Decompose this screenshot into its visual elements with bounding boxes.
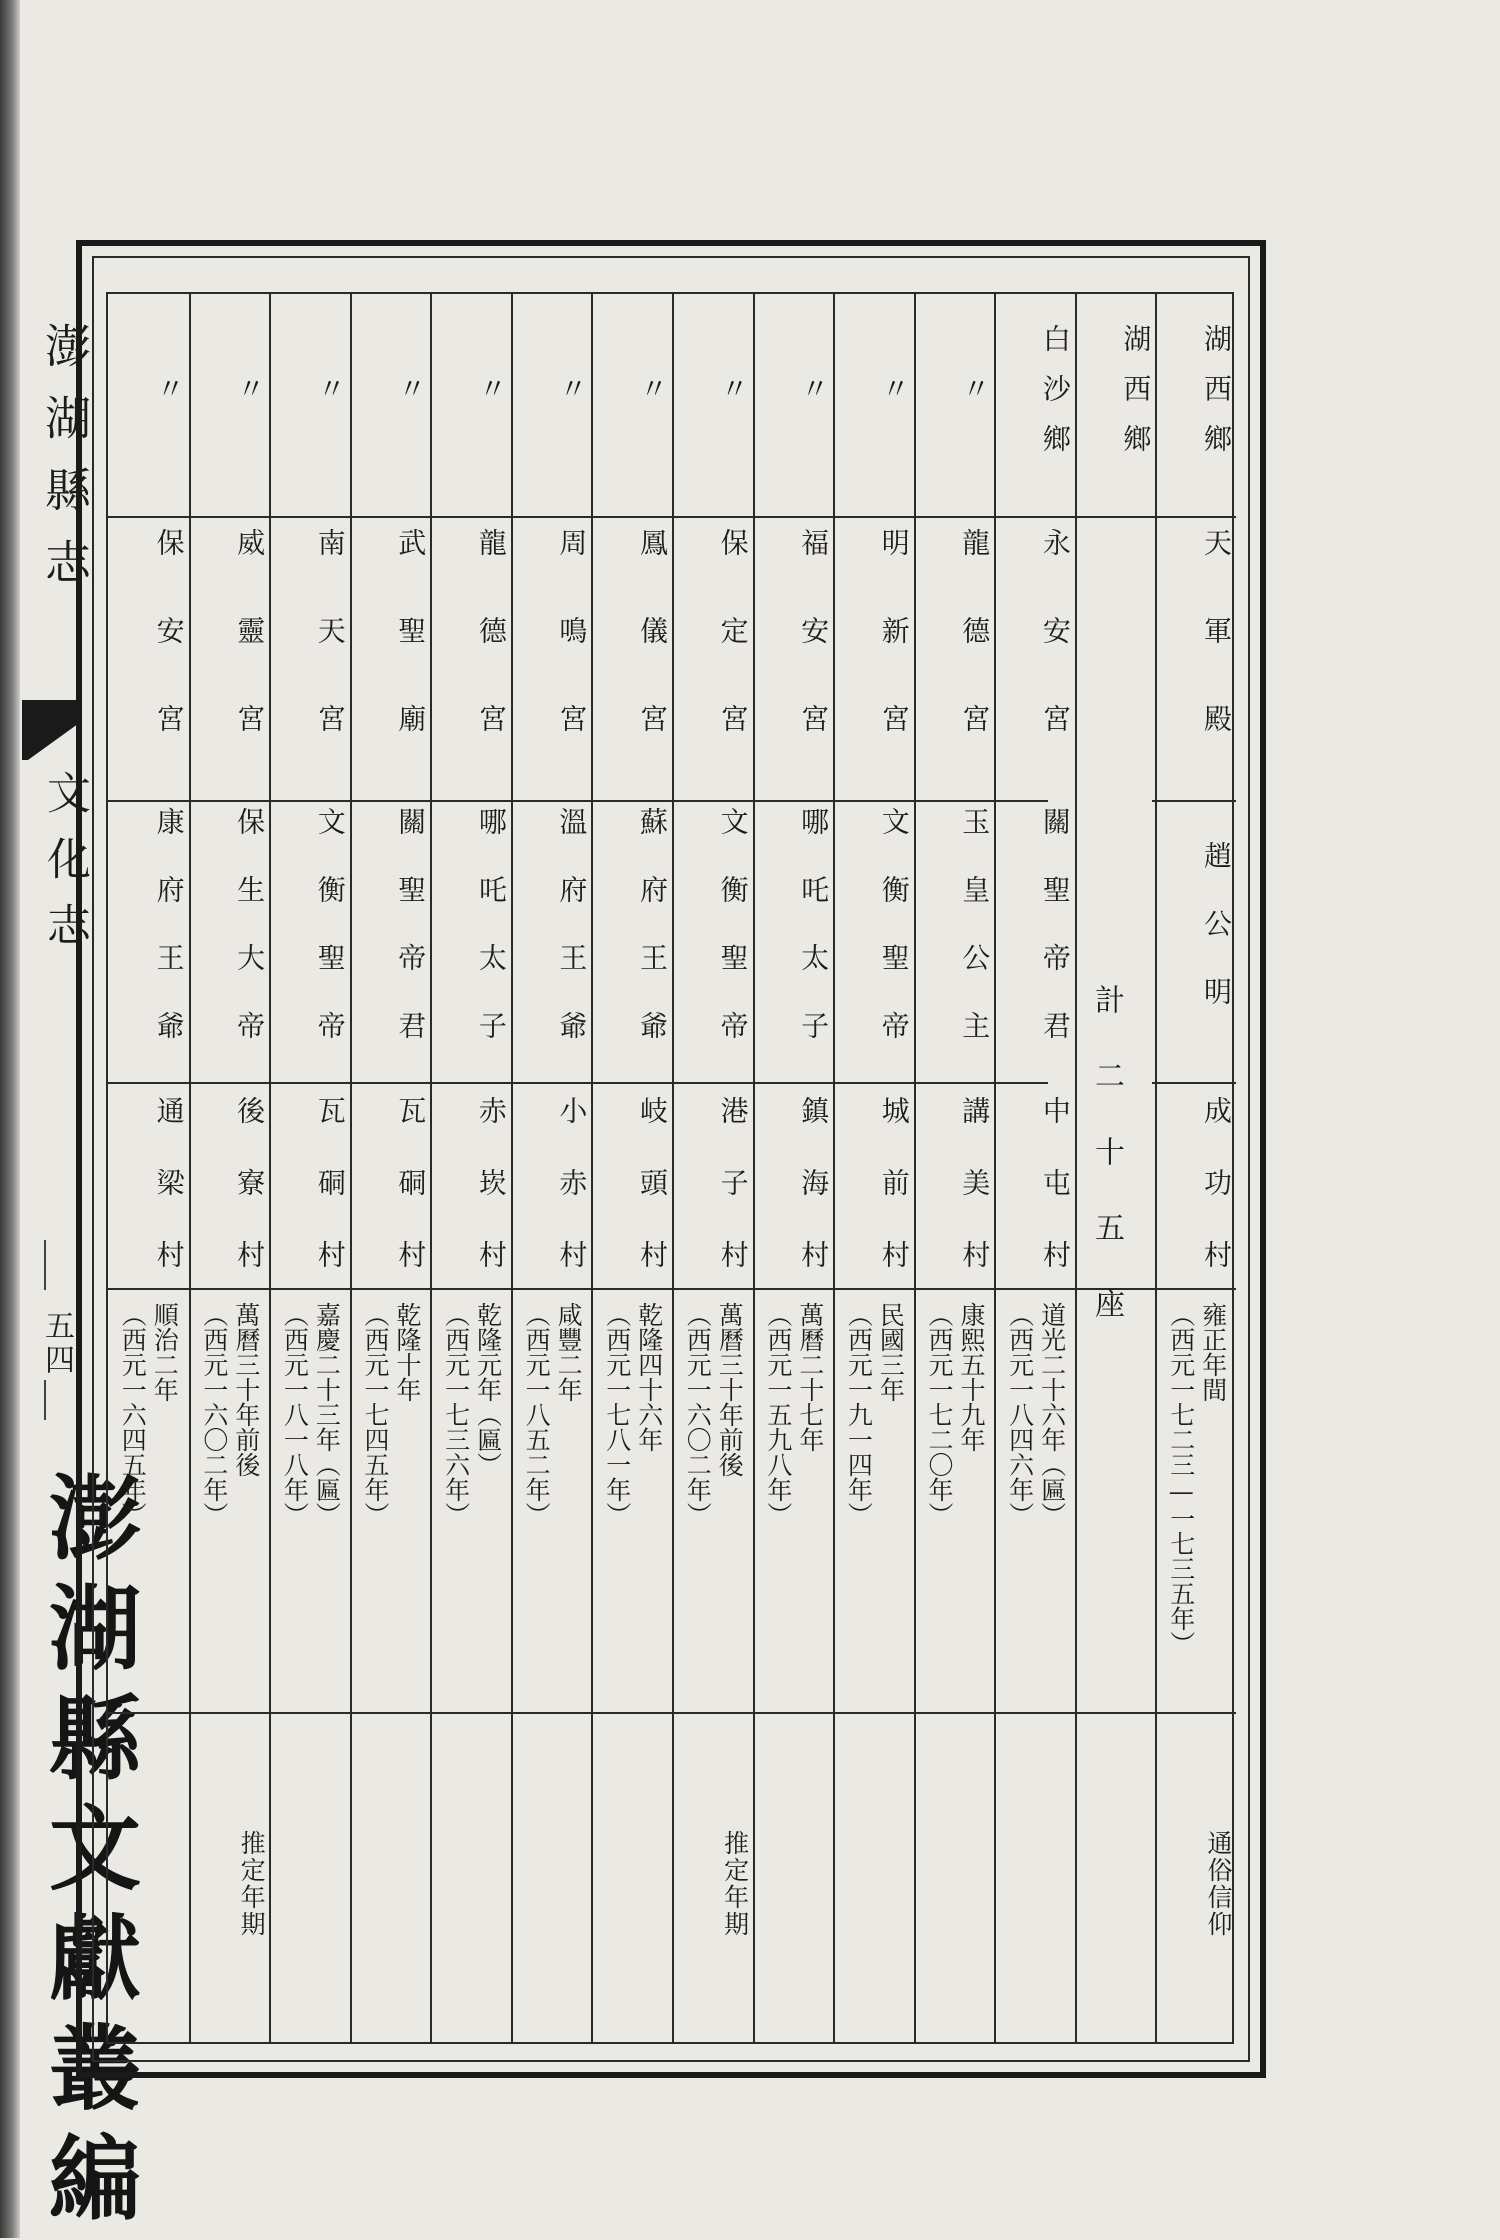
table-column bbox=[430, 294, 511, 2042]
founding-year-line: 萬曆三十年前後 bbox=[715, 1302, 745, 1477]
cell-note: 推定年期 bbox=[720, 1830, 750, 1938]
margin-section-title: 文化志 bbox=[39, 770, 90, 968]
row-divider-year bbox=[108, 1712, 1236, 1714]
cell-township: 〃 bbox=[474, 374, 508, 424]
cell-founding-year bbox=[108, 1302, 189, 1722]
table-column bbox=[994, 294, 1075, 2042]
founding-year-line: 民國三年 bbox=[876, 1302, 906, 1402]
cell-note bbox=[916, 1734, 995, 2034]
cell-note bbox=[271, 1734, 350, 2034]
founding-year-line: （西元一六〇二年） bbox=[199, 1302, 229, 1527]
cell-village: 小赤村 bbox=[555, 1096, 589, 1312]
cell-founding-year bbox=[352, 1302, 431, 1722]
founding-year-line: 乾隆十年 bbox=[392, 1302, 422, 1402]
cell-deity: 關聖帝君 bbox=[394, 807, 428, 1079]
cell-village: 中屯村 bbox=[1038, 1096, 1072, 1312]
founding-year-line: （西元一七三六年） bbox=[441, 1302, 471, 1527]
page-number: 五四 bbox=[39, 1310, 74, 1378]
cell-village: 講美村 bbox=[958, 1096, 992, 1312]
cell-temple-name: 保定宮 bbox=[716, 528, 750, 792]
cell-village: 瓦硐村 bbox=[313, 1096, 347, 1312]
cell-temple-name: 龍德宮 bbox=[474, 528, 508, 792]
cell-deity: 玉皇公主 bbox=[958, 807, 992, 1079]
cell-deity: 文衡聖帝 bbox=[313, 807, 347, 1079]
founding-year-line: （西元一九一四年） bbox=[844, 1302, 874, 1527]
founding-year-line: （西元一八一八年） bbox=[280, 1302, 310, 1527]
cell-village: 通梁村 bbox=[152, 1096, 186, 1312]
cell-founding-year bbox=[835, 1302, 914, 1722]
cell-village: 赤崁村 bbox=[474, 1096, 508, 1312]
founding-year-line: 萬曆二十七年 bbox=[795, 1302, 825, 1452]
founding-year-line: 乾隆四十六年 bbox=[634, 1302, 664, 1452]
table-column bbox=[511, 294, 592, 2042]
cell-deity: 哪吒太子 bbox=[797, 807, 831, 1079]
founding-year-line: （西元一五九八年） bbox=[763, 1302, 793, 1527]
margin-book-title: 澎湖縣志 bbox=[38, 322, 92, 610]
cell-note bbox=[1077, 1734, 1156, 2034]
founding-year-line: 萬曆三十年前後 bbox=[231, 1302, 261, 1477]
cell-deity: 趙公明 bbox=[1199, 841, 1233, 1045]
cell-founding-year bbox=[916, 1302, 995, 1722]
cell-township: 湖西鄉 bbox=[1199, 324, 1233, 474]
cell-temple-name: 周鳴宮 bbox=[555, 528, 589, 792]
cell-founding-year bbox=[271, 1302, 350, 1722]
cell-note bbox=[513, 1734, 592, 2034]
cell-note bbox=[835, 1734, 914, 2034]
founding-year-line: 順治二年 bbox=[150, 1302, 180, 1402]
cell-deity: 文衡聖帝 bbox=[716, 807, 750, 1079]
cell-note: 通俗信仰 bbox=[1203, 1830, 1233, 1938]
cell-township: 〃 bbox=[394, 374, 428, 424]
cell-temple-name: 南天宮 bbox=[313, 528, 347, 792]
cell-township: 〃 bbox=[313, 374, 347, 424]
cell-temple-name: 威靈宮 bbox=[233, 528, 267, 792]
table-column bbox=[189, 294, 270, 2042]
cell-village: 瓦硐村 bbox=[394, 1096, 428, 1312]
cell-village: 岐頭村 bbox=[635, 1096, 669, 1312]
founding-year-line: （西元一七四五年） bbox=[360, 1302, 390, 1527]
cell-village: 鎮海村 bbox=[797, 1096, 831, 1312]
founding-year-line: 康熙五十九年 bbox=[956, 1302, 986, 1452]
cell-township: 白沙鄉 bbox=[1038, 324, 1072, 474]
founding-year-line: （西元一七二〇年） bbox=[924, 1302, 954, 1527]
founding-year-line: （西元一八五二年） bbox=[522, 1302, 552, 1527]
cell-deity: 文衡聖帝 bbox=[877, 807, 911, 1079]
row-divider-town bbox=[108, 516, 1236, 518]
row-divider-deity-left bbox=[108, 1082, 1048, 1084]
cell-note bbox=[593, 1734, 672, 2034]
cell-village: 成功村 bbox=[1199, 1096, 1233, 1312]
cell-temple-name: 龍德宮 bbox=[958, 528, 992, 792]
cell-note bbox=[352, 1734, 431, 2034]
cell-temple-name: 武聖廟 bbox=[394, 528, 428, 792]
cell-township: 〃 bbox=[797, 374, 831, 424]
margin-rule-lower bbox=[44, 1380, 46, 1420]
cell-deity: 溫府王爺 bbox=[555, 807, 589, 1079]
cell-township: 〃 bbox=[635, 374, 669, 424]
temple-table bbox=[106, 292, 1234, 2044]
founding-year-line: 雍正年間 bbox=[1198, 1302, 1228, 1402]
founding-year-line: 道光二十六年（匾） bbox=[1037, 1302, 1067, 1527]
founding-year-line: （西元一六四五年） bbox=[118, 1302, 148, 1527]
cell-township: 〃 bbox=[716, 374, 750, 424]
cell-deity: 關聖帝君 bbox=[1038, 807, 1072, 1079]
cell-note: 推定年期 bbox=[237, 1830, 267, 1938]
cell-founding-year bbox=[1157, 1302, 1236, 1722]
book-spine-edge bbox=[0, 0, 20, 2238]
cell-temple-name: 鳳儀宮 bbox=[635, 528, 669, 792]
total-count-note: 計二十五座 bbox=[1089, 984, 1124, 1364]
founding-year-line: （西元一七二三—一七三五年） bbox=[1166, 1302, 1196, 1656]
cell-temple-name: 明新宮 bbox=[877, 528, 911, 792]
cell-founding-year bbox=[755, 1302, 834, 1722]
cell-founding-year bbox=[674, 1302, 753, 1722]
cell-village: 城前村 bbox=[877, 1096, 911, 1312]
row-divider-name-left bbox=[108, 800, 1048, 802]
cell-note bbox=[432, 1734, 511, 2034]
table-column bbox=[914, 294, 995, 2042]
cell-deity: 康府王爺 bbox=[152, 807, 186, 1079]
cell-deity: 蘇府王爺 bbox=[635, 807, 669, 1079]
cell-founding-year bbox=[191, 1302, 270, 1722]
table-column bbox=[591, 294, 672, 2042]
cell-township: 湖西鄉 bbox=[1119, 324, 1153, 474]
table-column bbox=[833, 294, 914, 2042]
table-column bbox=[672, 294, 753, 2042]
table-column bbox=[350, 294, 431, 2042]
founding-year-line: （西元一六〇二年） bbox=[683, 1302, 713, 1527]
table-column bbox=[269, 294, 350, 2042]
cell-township: 〃 bbox=[152, 374, 186, 424]
margin-rule-upper bbox=[44, 1240, 46, 1290]
table-column bbox=[108, 294, 189, 2042]
cell-temple-name: 天軍殿 bbox=[1199, 528, 1233, 792]
cell-founding-year bbox=[513, 1302, 592, 1722]
cell-temple-name: 保安宮 bbox=[152, 528, 186, 792]
cell-deity: 哪吒太子 bbox=[474, 807, 508, 1079]
row-divider-deity-right bbox=[1152, 1082, 1236, 1084]
table-column bbox=[1155, 294, 1236, 2042]
cell-deity: 保生大帝 bbox=[233, 807, 267, 1079]
cell-township: 〃 bbox=[555, 374, 589, 424]
cell-township: 〃 bbox=[233, 374, 267, 424]
founding-year-line: （西元一七八一年） bbox=[602, 1302, 632, 1527]
cell-village: 港子村 bbox=[716, 1096, 750, 1312]
cell-temple-name: 永安宮 bbox=[1038, 528, 1072, 792]
cell-note bbox=[996, 1734, 1075, 2034]
cell-township: 〃 bbox=[958, 374, 992, 424]
row-divider-name-right bbox=[1152, 800, 1236, 802]
margin-tab-marker bbox=[22, 700, 82, 760]
cell-founding-year bbox=[432, 1302, 511, 1722]
cell-founding-year bbox=[593, 1302, 672, 1722]
founding-year-line: 嘉慶二十三年（匾） bbox=[312, 1302, 342, 1527]
cell-township: 〃 bbox=[877, 374, 911, 424]
founding-year-line: 乾隆元年（匾） bbox=[473, 1302, 503, 1477]
series-title: 澎湖縣文獻叢編 bbox=[34, 1470, 142, 2240]
cell-note bbox=[755, 1734, 834, 2034]
cell-note bbox=[108, 1734, 189, 2034]
table-column bbox=[753, 294, 834, 2042]
founding-year-line: 咸豐二年 bbox=[554, 1302, 584, 1402]
founding-year-line: （西元一八四六年） bbox=[1005, 1302, 1035, 1527]
cell-temple-name: 福安宮 bbox=[797, 528, 831, 792]
cell-village: 後寮村 bbox=[233, 1096, 267, 1312]
